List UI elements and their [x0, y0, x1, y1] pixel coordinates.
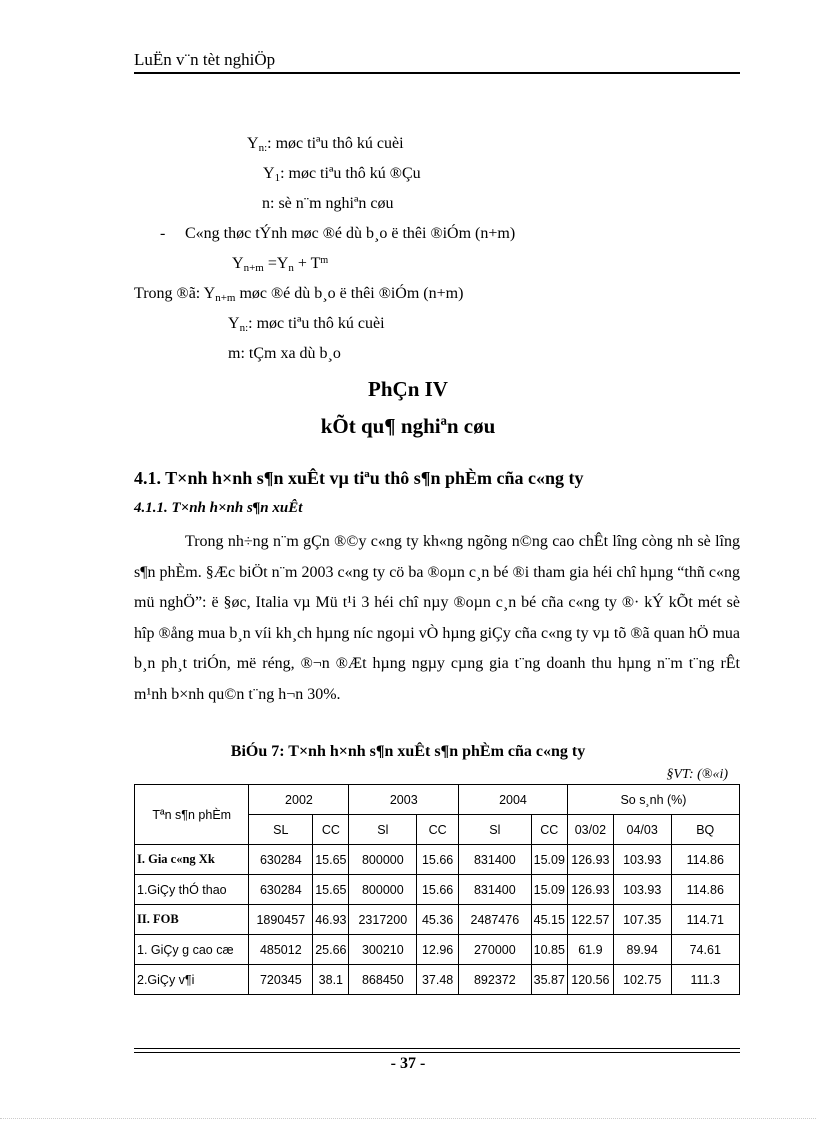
subheader-cell: 03/02	[567, 815, 613, 845]
value-cell: 111.3	[671, 965, 739, 995]
page-number: - 37 -	[390, 1055, 426, 1072]
formula-def-yn: $Y_{n:}$: møc tiªu thô kú cuèi	[247, 135, 404, 154]
production-table	[134, 784, 740, 995]
header-year: 2004	[459, 785, 568, 815]
value-cell: 15.09	[531, 875, 567, 905]
value-cell: 45.36	[417, 905, 459, 935]
value-cell: 300210	[349, 935, 417, 965]
subheader-cell: Sl	[459, 815, 532, 845]
page-edge	[0, 1118, 816, 1119]
table-unit: §VT: (®«i)	[666, 767, 728, 782]
value-cell: 103.93	[613, 845, 671, 875]
table-caption: BiÓu 7: T×nh h×nh s¶n xuÊt s¶n phÈm cña c«ng ty	[230, 743, 586, 760]
value-cell: 720345	[249, 965, 313, 995]
table-row	[135, 845, 740, 875]
value-cell: 102.75	[613, 965, 671, 995]
section-heading: 4.1. T×nh h×nh s¶n xuÊt vµ tiªu thô s¶n phÈm cña c«ng ty	[134, 468, 584, 488]
subheader-cell: SL	[249, 815, 313, 845]
subheader-cell: CC	[313, 815, 349, 845]
value-cell: 122.57	[567, 905, 613, 935]
value-cell: 868450	[349, 965, 417, 995]
value-cell: 120.56	[567, 965, 613, 995]
subsection-heading: 4.1.1. T×nh h×nh s¶n xuÊt	[134, 500, 303, 516]
value-cell: 831400	[459, 845, 532, 875]
formula-def-n: n: sè n¨m nghiªn cøu	[262, 195, 394, 212]
value-cell: 103.93	[613, 875, 671, 905]
value-cell: 831400	[459, 875, 532, 905]
value-cell: 46.93	[313, 905, 349, 935]
value-cell: 800000	[349, 845, 417, 875]
value-cell: 15.66	[417, 875, 459, 905]
formula-intro: C«ng thøc tÝnh møc ®é dù b¸o ë thêi ®iÓm (n+m)	[185, 225, 516, 242]
value-cell: 89.94	[613, 935, 671, 965]
value-cell: 15.65	[313, 875, 349, 905]
value-cell: 35.87	[531, 965, 567, 995]
value-cell: 107.35	[613, 905, 671, 935]
value-cell: 892372	[459, 965, 532, 995]
footer-rule	[134, 1048, 740, 1049]
header-product-name: Tªn s¶n phÈm	[135, 785, 249, 845]
value-cell: 15.65	[313, 845, 349, 875]
value-cell: 12.96	[417, 935, 459, 965]
value-cell: 114.86	[671, 875, 739, 905]
forecast-formula: $Y_{n+m} =Y_n + T^m$	[232, 255, 329, 274]
header-compare: So s¸nh (%)	[567, 785, 739, 815]
value-cell: 1890457	[249, 905, 313, 935]
value-cell: 485012	[249, 935, 313, 965]
subheader-cell: BQ	[671, 815, 739, 845]
product-name-cell: 1. GiÇy g cao cæ	[135, 935, 249, 965]
value-cell: 37.48	[417, 965, 459, 995]
formula-def-yn2: $Y_{n:}$: møc tiªu thô kú cuèi	[228, 315, 385, 334]
table-row	[135, 935, 740, 965]
subheader-cell: 04/03	[613, 815, 671, 845]
table-row	[135, 905, 740, 935]
value-cell: 630284	[249, 875, 313, 905]
value-cell: 45.15	[531, 905, 567, 935]
value-cell: 74.61	[671, 935, 739, 965]
value-cell: 2487476	[459, 905, 532, 935]
value-cell: 126.93	[567, 845, 613, 875]
value-cell: 114.86	[671, 845, 739, 875]
header-year: 2002	[249, 785, 349, 815]
value-cell: 15.66	[417, 845, 459, 875]
running-header: LuËn v¨n tèt nghiÖp	[134, 50, 276, 69]
value-cell: 61.9	[567, 935, 613, 965]
value-cell: 10.85	[531, 935, 567, 965]
value-cell: 126.93	[567, 875, 613, 905]
part-subtitle: kÕt qu¶ nghiªn cøu	[320, 414, 496, 438]
formula-def-m: m: tÇm xa dù b¸o	[228, 345, 341, 362]
table-row	[135, 875, 740, 905]
subheader-cell: Sl	[349, 815, 417, 845]
value-cell: 15.09	[531, 845, 567, 875]
product-name-cell: I. Gia c«ng Xk	[135, 845, 249, 875]
value-cell: 2317200	[349, 905, 417, 935]
part-title: PhÇn IV	[368, 377, 448, 401]
subheader-cell: CC	[417, 815, 459, 845]
value-cell: 630284	[249, 845, 313, 875]
value-cell: 800000	[349, 875, 417, 905]
value-cell: 25.66	[313, 935, 349, 965]
formula-def-y1: $Y_1$: møc tiªu thô kú ®Çu	[263, 165, 421, 184]
table-header-row	[135, 785, 740, 815]
footer-rule	[134, 1052, 740, 1053]
body-paragraph: Trong nh÷ng n¨m gÇn ®©y c«ng ty kh«ng ngõng n©ng cao chÊt lîng còng nh sè lîng s¶n phÈm. §Æc biÖt n¨m 2003 c«ng ty cö ba ®oµn c¸n bé ®i tham gia héi chî hµng “thñ c«ng mü nghÖ”: ë §øc, Italia vµ Mü t¹i 3 héi chî nµy ®oµn c¸n bé cña c«ng ty ®· kÝ kÕt mét sè hîp ®ång mua b¸n víi kh¸ch hµng níc ngoµi vÒ hµng giÇy cña c«ng ty vµ tõ ®ã quan hÖ mua b¸n ph¸t triÓn, më réng, ®¬n ®Æt hµng ngµy cµng gia t¨ng doanh thu hµng n¨m t¨ng rÊt m¹nh b×nh qu©n t¨ng h¬n 30%.	[134, 533, 740, 703]
product-name-cell: 2.GiÇy v¶i	[135, 965, 249, 995]
formula-where: Trong ®ã: $Y_{n+m}$ møc ®é dù b¸o ë thêi ®iÓm (n+m)	[134, 285, 464, 304]
header-rule	[134, 72, 740, 74]
value-cell: 38.1	[313, 965, 349, 995]
table-row	[135, 965, 740, 995]
value-cell: 270000	[459, 935, 532, 965]
product-name-cell: 1.GiÇy thÓ thao	[135, 875, 249, 905]
product-name-cell: II. FOB	[135, 905, 249, 935]
value-cell: 114.71	[671, 905, 739, 935]
header-year: 2003	[349, 785, 459, 815]
bullet-marker: -	[160, 225, 166, 242]
subheader-cell: CC	[531, 815, 567, 845]
